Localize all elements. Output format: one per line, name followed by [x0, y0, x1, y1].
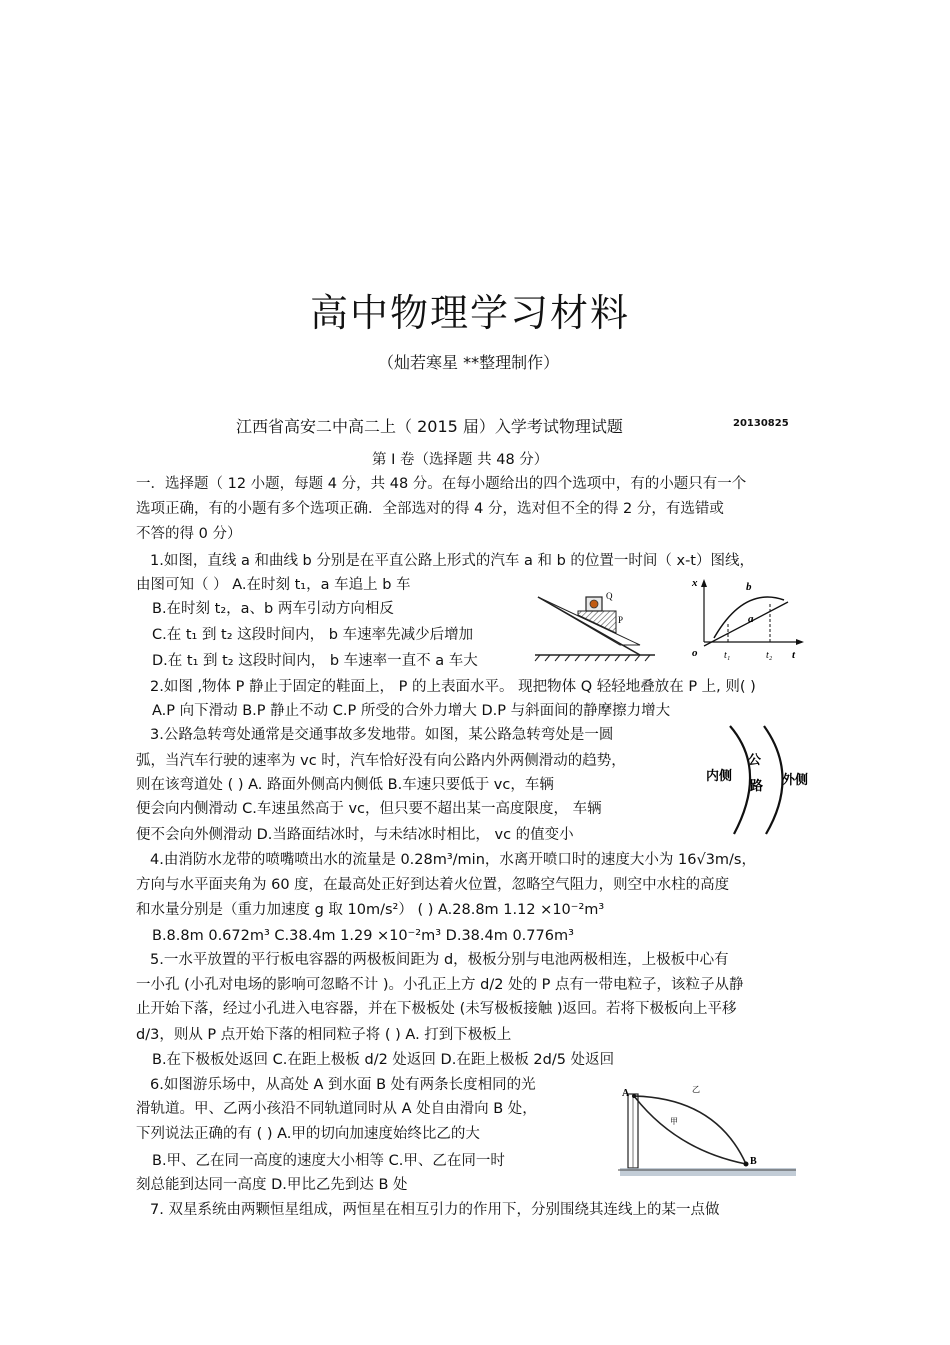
text-line: 滑轨道。甲、乙两小孩沿不同轨道同时从 A 处自由滑向 B 处，	[136, 1101, 537, 1117]
text-line: B.8.8m 0.672m³ C.38.4m 1.29 ×10⁻²m³ D.38.4m 0.776m³	[152, 928, 574, 944]
text-line: 4.由消防水龙带的喷嘴喷出水的流量是 0.28m³/min，水离开喷口时的速度大小为 16√3m/s，	[150, 852, 756, 868]
text-line: B.甲、乙在同一高度的速度大小相等 C.甲、乙在同一时	[152, 1153, 505, 1169]
text-line: 弧，当汽车行驶的速率为 vc 时，汽车恰好没有向公路内外两侧滑动的趋势，	[136, 753, 626, 769]
text-line: 7. 双星系统由两颗恒星组成，两恒星在相互引力的作用下，分别围绕其连线上的某一点做	[150, 1202, 720, 1218]
road-figure	[690, 720, 820, 840]
text-line: 一．选择题（ 12 小题，每题 4 分，共 48 分。在每小题给出的四个选项中，有的小题只有一个	[136, 476, 747, 492]
text-line: 由图可知（ ） A.在时刻 t₁，a 车追上 b 车	[136, 577, 411, 593]
page-title: 高中物理学习材料	[310, 291, 631, 335]
xt-graph-figure	[688, 576, 808, 662]
text-line: 一小孔 (小孔对电场的影响可忽略不计 )。小孔正上方 d/2 处的 P 点有一带电粒子，该粒子从静	[136, 977, 744, 993]
text-line: 1.如图，直线 a 和曲线 b 分别是在平直公路上形式的汽车 a 和 b 的位置一时间（ x-t）图线，	[150, 553, 754, 569]
incline-figure	[530, 583, 660, 663]
curve-a-label: a	[748, 613, 754, 625]
text-line: 便不会向外侧滑动 D.当路面结冰时，与未结冰时相比， vc 的值变小	[136, 827, 574, 843]
yi-label: 乙	[692, 1085, 700, 1094]
exam-title: 江西省高安二中高二上（ 2015 届）入学考试物理试题	[236, 417, 623, 436]
text-line: 方向与水平面夹角为 60 度，在最高处正好到达着火位置，忽略空气阻力，则空中水柱的高度	[136, 877, 730, 893]
text-line: D.在 t₁ 到 t₂ 这段时间内， b 车速率一直不 a 车大	[152, 653, 478, 669]
text-line: 6.如图游乐场中，从高处 A 到水面 B 处有两条长度相同的光	[150, 1077, 536, 1093]
line-a	[704, 602, 788, 646]
label-q: Q	[606, 591, 613, 601]
inner-side-label: 内侧	[706, 768, 733, 783]
text-line: 3.公路急转弯处通常是交通事故多发地带。如图，某公路急转弯处是一圆	[150, 727, 614, 743]
curve-b-label: b	[746, 581, 752, 593]
axis-x-label: x	[692, 577, 698, 589]
point-a-label: A	[622, 1088, 630, 1099]
text-line: 止开始下落，经过小孔进入电容器，并在下极板处 (未写极板接触 )返回。若将下极板向上平移	[136, 1001, 737, 1017]
text-line: B.在下极板处返回 C.在距上极板 d/2 处返回 D.在距上极板 2d/5 处返回	[152, 1052, 615, 1068]
track-jia	[634, 1096, 746, 1164]
page-subtitle: （灿若寒星 **整理制作）	[378, 353, 560, 372]
text-line: 选项正确，有的小题有多个选项正确．全部选对的得 4 分，选对但不全的得 2 分，有选错或	[136, 501, 724, 517]
text-line: C.在 t₁ 到 t₂ 这段时间内， b 车速率先减少后增加	[152, 627, 474, 643]
text-line: B.在时刻 t₂，a、b 两车引动方向相反	[152, 601, 394, 617]
origin-label: o	[692, 647, 698, 659]
axis-t-label: t	[792, 649, 796, 661]
slide-figure	[606, 1080, 796, 1180]
text-line: 5.一水平放置的平行板电容器的两极板间距为 d，极板分别与电池两极相连，上极板中心有	[150, 952, 729, 968]
text-line: 2.如图 ,物体 P 静止于固定的鞋面上， P 的上表面水平。 现把物体 Q 轻轻地叠放在 P 上, 则( )	[150, 679, 756, 695]
outer-side-label: 外侧	[782, 772, 809, 787]
text-line: d/3，则从 P 点开始下落的相同粒子将 ( ) A. 打到下极板上	[136, 1027, 512, 1043]
jia-label: 甲	[670, 1117, 678, 1126]
t2-label: t₂	[766, 650, 773, 661]
date-code: 20130825	[733, 418, 789, 429]
text-line: 则在该弯道处 ( ) A. 路面外侧高内侧低 B.车速只要低于 vc，车辆	[136, 777, 554, 793]
track-yi	[634, 1096, 746, 1164]
road-label-2: 路	[750, 778, 764, 793]
text-line: 下列说法正确的有 ( ) A.甲的切向加速度始终比乙的大	[136, 1126, 480, 1142]
text-line: 便会向内侧滑动 C.车速虽然高于 vc，但只要不超出某一高度限度， 车辆	[136, 801, 602, 817]
point-b-label: B	[750, 1156, 757, 1167]
label-p: P	[618, 615, 624, 625]
text-line: 刻总能到达同一高度 D.甲比乙先到达 B 处	[136, 1177, 408, 1193]
section-heading: 第 I 卷（选择题 共 48 分）	[372, 452, 549, 468]
text-line: 和水量分别是（重力加速度 g 取 10m/s²） ( ) A.28.8m 1.12 ×10⁻²m³	[136, 902, 605, 918]
t1-label: t₁	[724, 650, 731, 661]
road-label-1: 公	[748, 752, 762, 767]
text-line: 不答的得 0 分）	[136, 526, 242, 542]
text-line: A.P 向下滑动 B.P 静止不动 C.P 所受的合外力增大 D.P 与斜面间的静摩擦力增大	[152, 703, 671, 719]
